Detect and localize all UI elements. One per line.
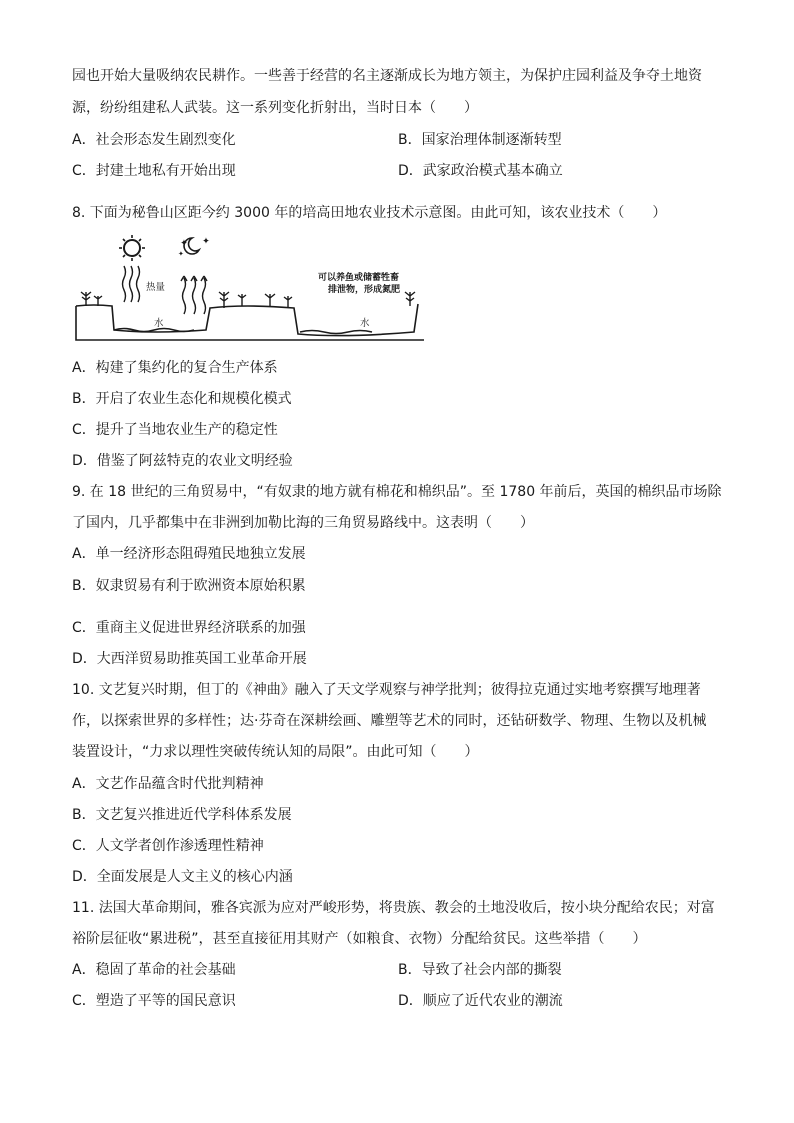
q8-option-d[interactable]: D．借鉴了阿兹特克的农业文明经验	[72, 453, 293, 469]
q7-option-d[interactable]: D．武家政治模式基本确立	[398, 163, 563, 179]
rising-heat-arrows	[181, 276, 207, 314]
water-label-right: 水	[360, 318, 370, 329]
svg-text:✦: ✦	[202, 236, 210, 247]
q7-option-c[interactable]: C．封建土地私有开始出现	[72, 163, 236, 179]
q11-option-a[interactable]: A．稳固了革命的社会基础	[72, 962, 236, 978]
q8-option-b[interactable]: B．开启了农业生态化和规模化模式	[72, 391, 292, 407]
q9-option-b[interactable]: B．奴隶贸易有利于欧洲资本原始积累	[72, 578, 306, 594]
q10-stem-line-2: 作，以探索世界的多样性；达·芬奇在深耕绘画、雕塑等艺术的同时，还钻研数学、物理、生物以及机械	[72, 713, 707, 729]
q9-option-d[interactable]: D．大西洋贸易助推英国工业革命开展	[72, 651, 307, 667]
moon-icon	[178, 236, 210, 258]
svg-text:✦: ✦	[180, 238, 188, 249]
q11-option-d[interactable]: D．顺应了近代农业的潮流	[398, 993, 563, 1009]
q10-stem-line-1: 10. 文艺复兴时期，但丁的《神曲》融入了天文学观察与神学批判；彼得拉克通过实地考察撰写地理著	[72, 682, 701, 698]
heat-arrows	[123, 266, 140, 302]
q7-stem-line-2: 源，纷纷组建私人武装。这一系列变化折射出，当时日本（ ）	[72, 100, 478, 116]
q11-stem-line-2: 裕阶层征收“累进税”，甚至直接征用其财产（如粮食、衣物）分配给贫民。这些举措（ ）	[72, 931, 647, 947]
q10-option-c[interactable]: C．人文学者创作渗透理性精神	[72, 838, 264, 854]
q10-stem-line-3: 装置设计，“力求以理性突破传统认知的局限”。由此可知（ ）	[72, 744, 479, 760]
q10-option-d[interactable]: D．全面发展是人文主义的核心内涵	[72, 869, 293, 885]
q7-option-b[interactable]: B．国家治理体制逐渐转型	[398, 132, 562, 148]
heat-label: 热量	[146, 282, 166, 293]
fertilizer-note-line-1: 可以养鱼或储蓄牲畜	[318, 273, 400, 283]
svg-text:✦: ✦	[178, 250, 184, 258]
q9-option-a[interactable]: A．单一经济形态阻碍殖民地独立发展	[72, 546, 306, 562]
q7-stem-line-1: 园也开始大量吸纳农民耕作。一些善于经营的名主逐渐成长为地方领主，为保护庄园利益及争夺土地资	[72, 68, 702, 84]
fertilizer-note-line-2: 排泄物，形成氮肥	[328, 285, 401, 295]
q10-option-a[interactable]: A．文艺作品蕴含时代批判精神	[72, 776, 264, 792]
q8-option-a[interactable]: A．构建了集约化的复合生产体系	[72, 360, 278, 376]
q9-stem-line-1: 9. 在 18 世纪的三角贸易中，“有奴隶的地方就有棉花和棉织品”。至 1780 年前后，英国的棉织品市场除	[72, 484, 722, 500]
water-label-left: 水	[154, 318, 164, 329]
q10-option-b[interactable]: B．文艺复兴推进近代学科体系发展	[72, 807, 292, 823]
q8-option-c[interactable]: C．提升了当地农业生产的稳定性	[72, 422, 278, 438]
q11-option-c[interactable]: C．塑造了平等的国民意识	[72, 993, 236, 1009]
q9-option-c[interactable]: C．重商主义促进世界经济联系的加强	[72, 620, 306, 636]
q8-stem: 8. 下面为秘鲁山区距今约 3000 年的培高田地农业技术示意图。由此可知，该农业技术（ ）	[72, 205, 667, 221]
sun-icon	[119, 235, 145, 261]
q9-stem-line-2: 了国内，几乎都集中在非洲到加勒比海的三角贸易路线中。这表明（ ）	[72, 515, 534, 531]
field-profile	[76, 304, 424, 340]
raised-field-diagram	[74, 234, 430, 346]
q7-option-a[interactable]: A．社会形态发生剧烈变化	[72, 132, 236, 148]
q11-stem-line-1: 11. 法国大革命期间，雅各宾派为应对严峻形势，将贵族、教会的土地没收后，按小块分配给农民；对富	[72, 900, 715, 916]
q11-option-b[interactable]: B．导致了社会内部的撕裂	[398, 962, 562, 978]
